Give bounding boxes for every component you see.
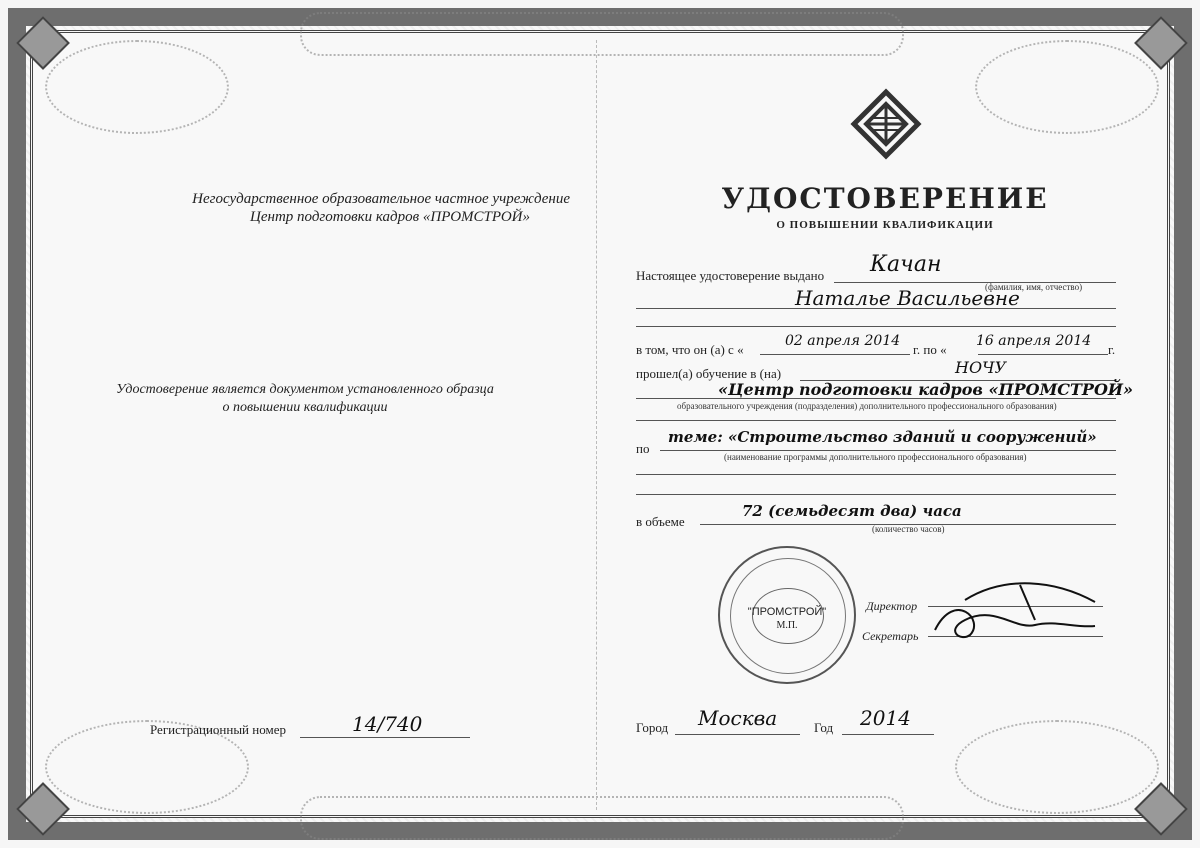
date-from-line: [760, 354, 910, 355]
period-to-label: г. по «: [913, 342, 947, 357]
bottom-band: [300, 796, 904, 840]
signature-icon: [925, 570, 1105, 650]
org-full: «Центр подготовки кадров «ПРОМСТРОЙ»: [718, 380, 1134, 399]
fold-line: [596, 40, 597, 810]
holder-name: Наталье Васильевне: [795, 286, 1020, 310]
volume-label: в объеме: [636, 514, 685, 529]
city-line: [675, 734, 800, 735]
corner-rosette: [955, 720, 1159, 814]
volume-value: 72 (семьдесят два) часа: [742, 502, 962, 520]
city-label: Город: [636, 720, 669, 735]
inner-frame: [30, 30, 1170, 818]
org-line: [636, 398, 1116, 399]
secretary-label: Секретарь: [862, 629, 919, 643]
fio-hint: (фамилия, имя, отчество): [985, 282, 1083, 292]
director-label: Директор: [866, 599, 918, 613]
stamp-center: "ПРОМСТРОЙ": [747, 606, 827, 618]
period-prefix: в том, что он (а) с «: [636, 342, 744, 357]
corner-rosette: [975, 40, 1159, 134]
blank-line: [636, 494, 1116, 495]
stamp-mp: М.П.: [776, 620, 798, 631]
validity-note: [90, 381, 520, 417]
reg-number-value: 14/740: [352, 712, 423, 736]
blank-line: [636, 420, 1116, 421]
program-name: теме: «Строительство зданий и сооружений»: [668, 428, 1097, 446]
cube-logo-icon: [850, 88, 922, 160]
period-year-suffix: г.: [1108, 342, 1116, 357]
program-hint: (наименование программы дополнительного профессионального образования): [724, 452, 1027, 462]
issued-label: Настоящее удостоверение выдано: [636, 268, 825, 283]
year-label: Год: [814, 720, 834, 735]
reg-number-label: Регистрационный номер: [150, 722, 286, 737]
by-label: по: [636, 441, 650, 456]
org-short: НОЧУ: [955, 358, 1006, 377]
year-line: [842, 734, 934, 735]
doc-title: УДОСТОВЕРЕНИЕ: [721, 182, 1049, 215]
top-band: [300, 12, 904, 56]
blank-line: [636, 326, 1116, 327]
doc-subtitle: О ПОВЫШЕНИИ КВАЛИФИКАЦИИ: [776, 219, 994, 231]
date-to: 16 апреля 2014: [976, 333, 1092, 349]
program-line: [660, 450, 1116, 451]
trained-label: прошел(а) обучение в (на): [636, 366, 782, 381]
year-value: 2014: [860, 706, 911, 730]
corner-rosette: [45, 40, 229, 134]
org-hint: образовательного учреждения (подразделения) дополнительного профессионального образования): [677, 401, 1057, 411]
date-to-line: [978, 354, 1108, 355]
volume-hint: (количество часов): [872, 524, 945, 534]
reg-number-line: [300, 737, 470, 738]
city-value: Москва: [698, 706, 778, 730]
date-from: 02 апреля 2014: [785, 333, 901, 349]
holder-surname: Качан: [870, 252, 942, 277]
issuer-org: [90, 190, 570, 226]
blank-line: [636, 474, 1116, 475]
issuer-org-line2: Центр подготовки кадров «ПРОМСТРОЙ»: [250, 209, 530, 225]
issuer-org-line1: Негосударственное образовательное частное учреждение: [192, 191, 570, 207]
official-stamp: [718, 546, 856, 684]
validity-note-line2: о повышении квалификации: [222, 400, 388, 415]
validity-note-line1: Удостоверение является документом установленного образца: [116, 382, 494, 397]
name-line: [636, 308, 1116, 309]
